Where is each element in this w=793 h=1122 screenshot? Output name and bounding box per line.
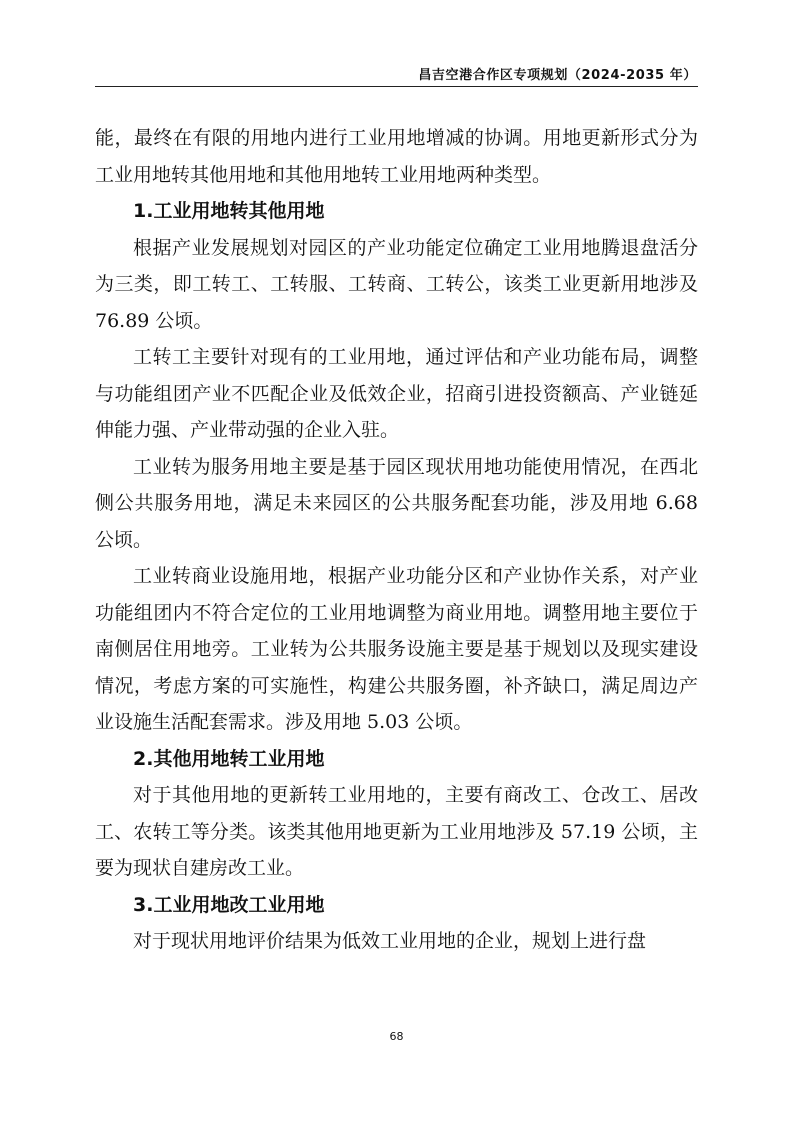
paragraph-industry-to-commerce: 工业转商业设施用地，根据产业功能分区和产业协作关系，对产业功能组团内不符合定位的工业用地调整为商业用地。调整用地主要位于南侧居住用地旁。工业转为公共服务设施主要是基于规划以及现实建设情况，考虑方案的可实施性，构建公共服务圈，补齐缺口，满足周边产业设施生活配套需求。涉及用地 5.03 公顷。 [95,565,698,733]
section-heading-3: 3.工业用地改工业用地 [133,893,325,916]
section-heading-1: 1.工业用地转其他用地 [133,200,325,222]
page-number: 68 [389,1030,404,1043]
paragraph-industry-to-industry: 工转工主要针对现有的工业用地，通过评估和产业功能布局，调整与功能组团产业不匹配企业及低效企业，招商引进投资额高、产业链延伸能力强、产业带动强的企业入驻。 [95,346,698,441]
paragraph-inefficient-industry: 对于现状用地评价结果为低效工业用地的企业，规划上进行盘 [133,930,647,952]
running-header: 昌吉空港合作区专项规划（2024-2035 年） [418,68,697,83]
section-heading-2: 2.其他用地转工业用地 [133,747,325,770]
header-rule [95,86,698,87]
page-body [95,120,698,960]
paragraph-continued: 能，最终在有限的用地内进行工业用地增减的协调。用地更新形式分为工业用地转其他用地和其他用地转工业用地两种类型。 [95,127,698,186]
paragraph-industry-to-service: 工业转为服务用地主要是基于园区现状用地功能使用情况，在西北侧公共服务用地，满足未来园区的公共服务配套功能，涉及用地 6.68 公顷。 [95,455,698,551]
paragraph-other-to-industry: 对于其他用地的更新转工业用地的，主要有商改工、仓改工、居改工、农转工等分类。该类其他用地更新为工业用地涉及 57.19 公顷，主要为现状自建房改工业。 [95,784,698,879]
paragraph-classification: 根据产业发展规划对园区的产业功能定位确定工业用地腾退盘活分为三类，即工转工、工转服、工转商、工转公，该类工业更新用地涉及 76.89 公顷。 [95,236,698,332]
